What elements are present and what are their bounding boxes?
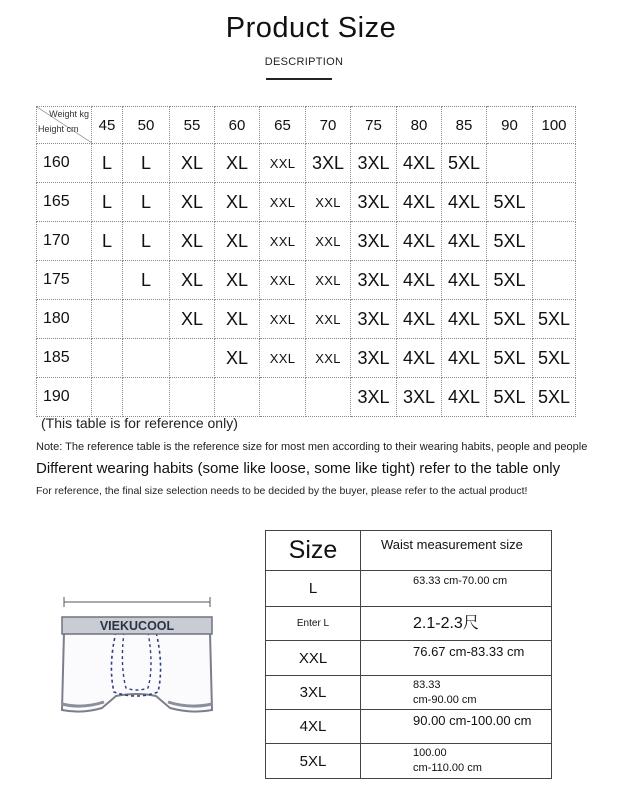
size-value-cell: 3XL <box>351 378 397 417</box>
size-value-cell <box>123 378 170 417</box>
size-value-cell: XL <box>215 261 260 300</box>
size-value-cell: XXL <box>306 222 351 261</box>
waist-cell <box>361 676 552 710</box>
size-value-cell: 5XL <box>442 144 487 183</box>
waist-value: 76.67 cm-83.33 cm <box>413 644 525 659</box>
size-cell: 5XL <box>266 744 361 779</box>
size-value-cell: 5XL <box>533 300 576 339</box>
waist-cell <box>361 744 552 779</box>
weight-header: 75 <box>351 107 397 144</box>
size-value-cell <box>533 222 576 261</box>
size-value-cell: L <box>123 261 170 300</box>
weight-header: 85 <box>442 107 487 144</box>
size-value-cell: 4XL <box>397 144 442 183</box>
page-subtitle: DESCRIPTION <box>264 56 344 68</box>
table-row <box>37 144 576 183</box>
height-cell: 180 <box>37 300 92 339</box>
size-value-cell: 5XL <box>487 261 533 300</box>
size-value-cell: 4XL <box>397 300 442 339</box>
waist-size-table <box>265 530 552 779</box>
weight-header: 80 <box>397 107 442 144</box>
size-value-cell: 3XL <box>351 300 397 339</box>
height-axis-label: Height cm <box>38 124 79 134</box>
waist-value: cm-110.00 cm <box>413 762 482 774</box>
size-value-cell: XL <box>215 183 260 222</box>
weight-header: 50 <box>123 107 170 144</box>
size-cell: L <box>266 571 361 607</box>
table-row <box>266 744 552 779</box>
size-value-cell <box>533 183 576 222</box>
size-value-cell: 3XL <box>306 144 351 183</box>
size-value-cell <box>306 378 351 417</box>
table-row <box>37 183 576 222</box>
waist-cell <box>361 710 552 744</box>
height-cell: 185 <box>37 339 92 378</box>
size-value-cell: 3XL <box>397 378 442 417</box>
size-value-cell <box>533 144 576 183</box>
size-cell: 3XL <box>266 676 361 710</box>
size-value-cell: 5XL <box>487 378 533 417</box>
size-value-cell: 4XL <box>397 261 442 300</box>
habits-line: Different wearing habits (some like loose, some like tight) refer to the table only <box>36 460 561 477</box>
size-value-cell: XXL <box>306 183 351 222</box>
size-value-cell: L <box>123 144 170 183</box>
size-value-cell <box>260 378 306 417</box>
size-value-cell: 4XL <box>397 183 442 222</box>
size-value-cell <box>92 261 123 300</box>
waist-column-header: Waist measurement size <box>361 531 552 571</box>
waist-value: 83.33 <box>413 678 441 691</box>
size-value-cell <box>170 378 215 417</box>
size-value-cell: 5XL <box>487 183 533 222</box>
height-cell: 160 <box>37 144 92 183</box>
size-value-cell <box>487 144 533 183</box>
size-value-cell: L <box>123 222 170 261</box>
waist-cell <box>361 607 552 641</box>
underwear-illustration <box>52 588 217 723</box>
table-row <box>266 641 552 676</box>
size-value-cell: XXL <box>260 300 306 339</box>
size-value-cell: XL <box>170 300 215 339</box>
waist-value: 2.1-2.3尺 <box>413 615 479 632</box>
size-value-cell <box>92 339 123 378</box>
size-value-cell: L <box>92 222 123 261</box>
waist-cell <box>361 641 552 676</box>
subtitle-underline <box>266 78 332 80</box>
height-cell: 165 <box>37 183 92 222</box>
size-table-header <box>266 531 552 571</box>
weight-header: 65 <box>260 107 306 144</box>
size-value-cell <box>123 339 170 378</box>
table-row <box>266 607 552 641</box>
size-value-cell: 3XL <box>351 261 397 300</box>
size-value-cell: L <box>92 183 123 222</box>
size-cell: XXL <box>266 641 361 676</box>
size-value-cell <box>215 378 260 417</box>
size-value-cell: XXL <box>260 339 306 378</box>
size-value-cell: 3XL <box>351 339 397 378</box>
size-value-cell <box>170 339 215 378</box>
weight-axis-label: Weight kg <box>49 109 89 119</box>
size-value-cell: 4XL <box>442 378 487 417</box>
page-title: Product Size <box>225 12 397 44</box>
size-value-cell: XL <box>170 261 215 300</box>
size-value-cell: 4XL <box>442 300 487 339</box>
size-column-header: Size <box>266 531 361 571</box>
table-row <box>37 378 576 417</box>
reference-only-note: (This table is for reference only) <box>41 415 238 431</box>
size-value-cell: 3XL <box>351 222 397 261</box>
size-value-cell: XL <box>215 300 260 339</box>
size-value-cell: 4XL <box>397 339 442 378</box>
size-value-cell: XL <box>215 339 260 378</box>
table-row <box>266 710 552 744</box>
waist-value: 100.00 <box>413 747 447 759</box>
height-cell: 170 <box>37 222 92 261</box>
size-value-cell: 4XL <box>442 339 487 378</box>
size-value-cell: 5XL <box>487 339 533 378</box>
note-line: Note: The reference table is the reference size for most men according to their wearing habits, people and people <box>36 441 588 453</box>
size-value-cell: XXL <box>306 300 351 339</box>
size-value-cell: XL <box>170 222 215 261</box>
size-cell: Enter L <box>266 607 361 641</box>
size-value-cell: 4XL <box>442 183 487 222</box>
table-row <box>266 676 552 710</box>
final-selection-line: For reference, the final size selection needs to be decided by the buyer, please refer to the actual product! <box>36 485 528 497</box>
corner-cell <box>37 107 92 144</box>
size-value-cell: XXL <box>306 339 351 378</box>
size-value-cell: 5XL <box>533 339 576 378</box>
table-header-row <box>37 107 576 144</box>
size-value-cell: 4XL <box>397 222 442 261</box>
size-value-cell: XXL <box>260 261 306 300</box>
brand-text: VIEKUCOOL <box>99 619 175 633</box>
size-value-cell: XXL <box>260 144 306 183</box>
size-value-cell: XL <box>170 144 215 183</box>
size-value-cell: XL <box>215 222 260 261</box>
size-value-cell <box>533 261 576 300</box>
table-row <box>37 222 576 261</box>
weight-header: 45 <box>92 107 123 144</box>
size-value-cell: XXL <box>306 261 351 300</box>
size-value-cell: 5XL <box>487 300 533 339</box>
table-row <box>37 300 576 339</box>
weight-header: 70 <box>306 107 351 144</box>
height-cell: 175 <box>37 261 92 300</box>
garment-body <box>62 632 212 712</box>
table-row <box>37 339 576 378</box>
size-value-cell: L <box>123 183 170 222</box>
size-value-cell: 5XL <box>487 222 533 261</box>
size-value-cell: XL <box>215 144 260 183</box>
size-chart-table <box>36 106 576 417</box>
weight-header: 100 <box>533 107 576 144</box>
size-value-cell: 3XL <box>351 144 397 183</box>
size-value-cell <box>92 300 123 339</box>
weight-header: 90 <box>487 107 533 144</box>
size-value-cell <box>123 300 170 339</box>
size-value-cell: L <box>92 144 123 183</box>
waist-cell <box>361 571 552 607</box>
size-value-cell: 3XL <box>351 183 397 222</box>
waist-value: cm-90.00 cm <box>413 693 477 706</box>
size-cell: 4XL <box>266 710 361 744</box>
size-value-cell: 4XL <box>442 261 487 300</box>
weight-header: 60 <box>215 107 260 144</box>
size-value-cell: XL <box>170 183 215 222</box>
size-value-cell: 5XL <box>533 378 576 417</box>
table-row <box>37 261 576 300</box>
size-value-cell: XXL <box>260 222 306 261</box>
size-value-cell: 4XL <box>442 222 487 261</box>
size-value-cell: XXL <box>260 183 306 222</box>
height-cell: 190 <box>37 378 92 417</box>
waist-value: 63.33 cm-70.00 cm <box>413 575 508 587</box>
weight-header: 55 <box>170 107 215 144</box>
table-row <box>266 571 552 607</box>
waist-value: 90.00 cm-100.00 cm <box>413 713 532 728</box>
size-value-cell <box>92 378 123 417</box>
